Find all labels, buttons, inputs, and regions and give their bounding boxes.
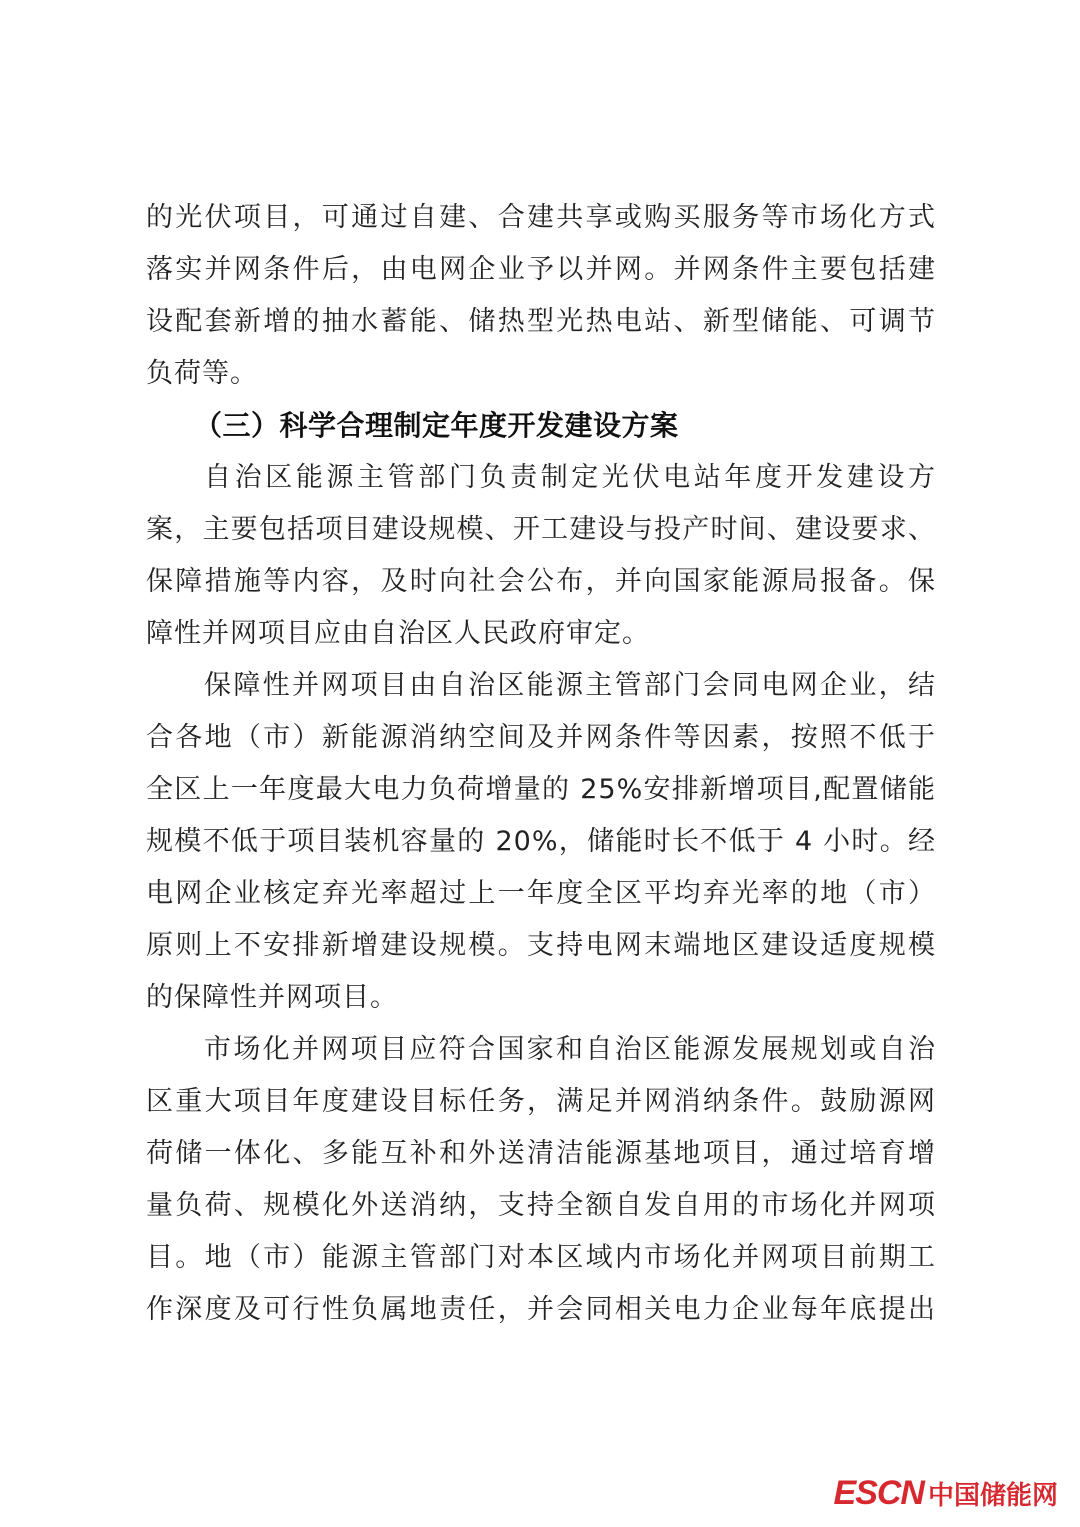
text-line: 荷储一体化、多能互补和外送清洁能源基地项目，通过培育增	[146, 1138, 936, 1169]
escn-watermark-logo	[834, 1474, 1058, 1513]
text-line: 的保障性并网项目。	[146, 982, 398, 1013]
text-line: 原则上不安排新增建设规模。支持电网末端地区建设适度规模	[146, 930, 936, 961]
text-line: 区重大项目年度建设目标任务，满足并网消纳条件。鼓励源网	[146, 1086, 936, 1117]
text-line: 目。地（市）能源主管部门对本区域内市场化并网项目前期工	[146, 1242, 936, 1273]
text-line: 作深度及可行性负属地责任，并会同相关电力企业每年底提出	[146, 1294, 936, 1325]
watermark-cjk-text: 中国储能网	[927, 1481, 1058, 1511]
text-line: 自治区能源主管部门负责制定光伏电站年度开发建设方	[204, 462, 936, 493]
text-line: 案，主要包括项目建设规模、开工建设与投产时间、建设要求、	[146, 514, 936, 545]
paragraph-2	[146, 452, 936, 660]
text-line: 保障措施等内容，及时向社会公布，并向国家能源局报备。保	[146, 566, 936, 597]
text-line: 合各地（市）新能源消纳空间及并网条件等因素，按照不低于	[146, 722, 936, 753]
text-line: 量负荷、规模化外送消纳，支持全额自发自用的市场化并网项	[146, 1190, 936, 1221]
paragraph-3	[146, 660, 936, 1024]
paragraph-1	[146, 192, 936, 400]
text-line: 保障性并网项目由自治区能源主管部门会同电网企业，结	[204, 670, 936, 701]
paragraph-4	[146, 1024, 936, 1336]
text-line: 障性并网项目应由自治区人民政府审定。	[146, 618, 650, 649]
watermark-latin-text: ESCN	[833, 1474, 924, 1512]
section-heading: （三）科学合理制定年度开发建设方案	[194, 409, 679, 442]
text-line: 的光伏项目，可通过自建、合建共享或购买服务等市场化方式	[146, 202, 936, 233]
document-body	[146, 192, 936, 1336]
text-line: 市场化并网项目应符合国家和自治区能源发展规划或自治	[204, 1034, 936, 1065]
text-line: 电网企业核定弃光率超过上一年度全区平均弃光率的地（市）	[146, 878, 936, 909]
text-line: 全区上一年度最大电力负荷增量的 25%安排新增项目,配置储能	[146, 774, 936, 805]
text-line: 负荷等。	[146, 358, 258, 389]
text-line: 落实并网条件后，由电网企业予以并网。并网条件主要包括建	[146, 254, 936, 285]
text-line: 规模不低于项目装机容量的 20%，储能时长不低于 4 小时。经	[146, 826, 936, 857]
text-line: 设配套新增的抽水蓄能、储热型光热电站、新型储能、可调节	[146, 306, 936, 337]
